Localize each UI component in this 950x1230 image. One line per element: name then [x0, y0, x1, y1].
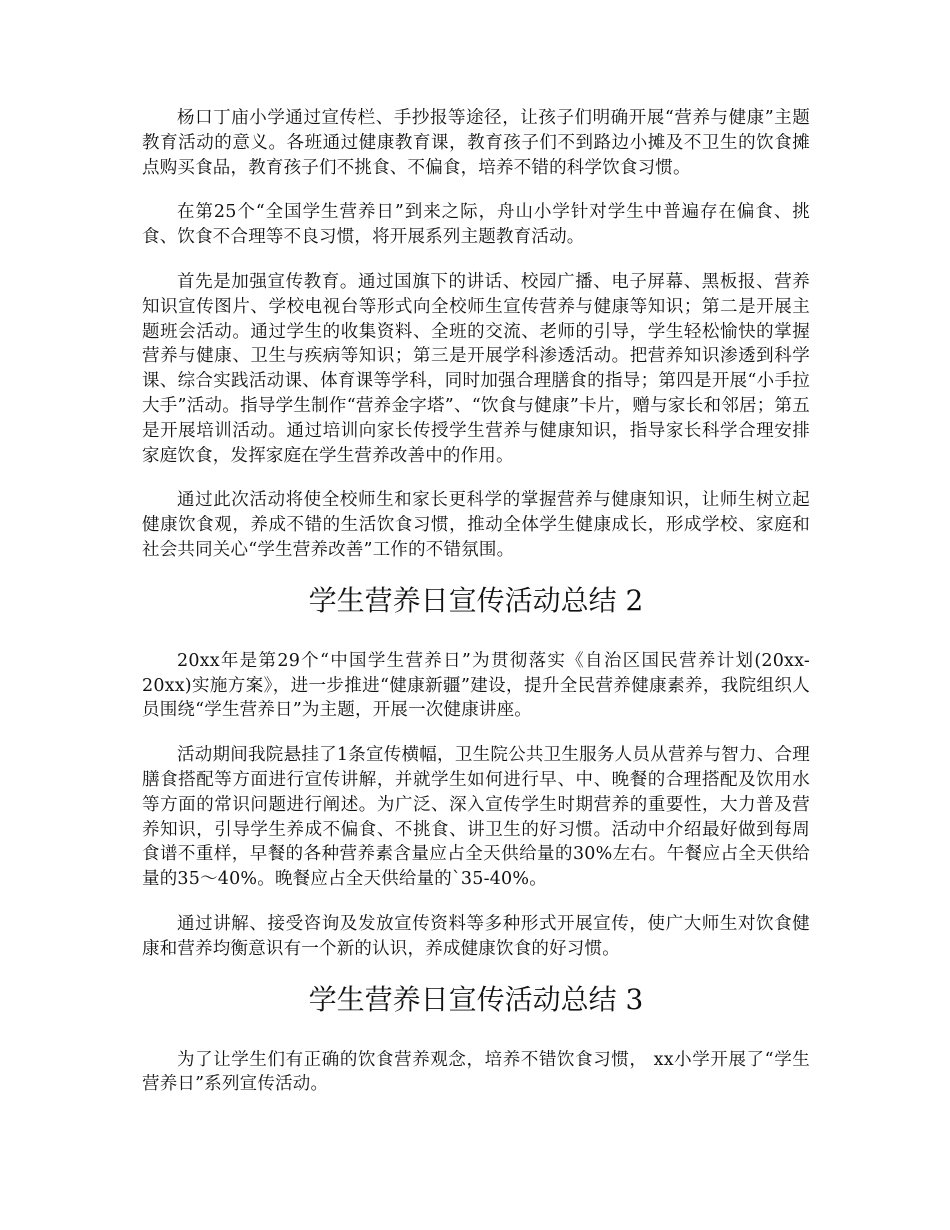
paragraph: 20xx年是第29个“中国学生营养日”为贯彻落实《自治区国民营养计划(20xx-20xx)实施方案》，进一步推进“健康新疆”建设，提升全民营养健康素养，我院组织人员围绕“学生营养日”为主题，开展一次健康讲座。: [142, 650, 810, 721]
paragraph: 杨口丁庙小学通过宣传栏、手抄报等途径，让孩子们明确开展“营养与健康”主题教育活动的意义。各班通过健康教育课，教育孩子们不到路边小摊及不卫生的饮食摊点购买食品，教育孩子们不挑食、不偏食，培养不错的科学饮食习惯。: [142, 108, 810, 178]
section-heading: 学生营养日宣传活动总结 3: [308, 982, 644, 1016]
paragraph: 首先是加强宣传教育。通过国旗下的讲话、校园广播、电子屏幕、黑板报、营养知识宣传图片、学校电视台等形式向全校师生宣传营养与健康等知识；第二是开展主题班会活动。通过学生的收集资料、全班的交流、老师的引导，学生轻松愉快的掌握营养与健康、卫生与疾病等知识；第三是开展学科渗透活动。把营养知识渗透到科学课、综合实践活动课、体育课等学科，同时加强合理膳食的指导；第四是开展“小手拉大手”活动。指导学生制作“营养金字塔”、“饮食与健康”卡片，赠与家长和邻居；第五是开展培训活动。通过培训向家长传授学生营养与健康知识，指导家长科学合理安排家庭饮食，发挥家庭在学生营养改善中的作用。: [142, 271, 810, 466]
paragraph: 为了让学生们有正确的饮食营养观念，培养不错饮食习惯， xx小学开展了“学生营养日”系列宣传活动。: [142, 1049, 810, 1095]
paragraph: 通过讲解、接受咨询及发放宣传资料等多种形式开展宣传，使广大师生对饮食健康和营养均衡意识有一个新的认识，养成健康饮食的好习惯。: [142, 913, 810, 959]
paragraph: 通过此次活动将使全校师生和家长更科学的掌握营养与健康知识，让师生树立起健康饮食观，养成不错的生活饮食习惯，推动全体学生健康成长，形成学校、家庭和社会共同关心“学生营养改善”工作的不错氛围。: [142, 490, 810, 560]
section-heading: 学生营养日宣传活动总结 2: [308, 583, 644, 617]
paragraph: 在第25个“全国学生营养日”到来之际，舟山小学针对学生中普遍存在偏食、挑食、饮食不合理等不良习惯，将开展系列主题教育活动。: [142, 202, 810, 248]
paragraph: 活动期间我院悬挂了1条宣传横幅，卫生院公共卫生服务人员从营养与智力、合理膳食搭配等方面进行宣传讲解，并就学生如何进行早、中、晚餐的合理搭配及饮用水等方面的常识问题进行阐述。为广泛、深入宣传学生时期营养的重要性，大力普及营养知识，引导学生养成不偏食、不挑食、讲卫生的好习惯。活动中介绍最好做到每周食谱不重样，早餐的各种营养素含量应占全天供给量的30%左右。午餐应占全天供给量的35～40%。晚餐应占全天供给量的`35-40%。: [142, 745, 810, 890]
document-page: [142, 106, 810, 1117]
